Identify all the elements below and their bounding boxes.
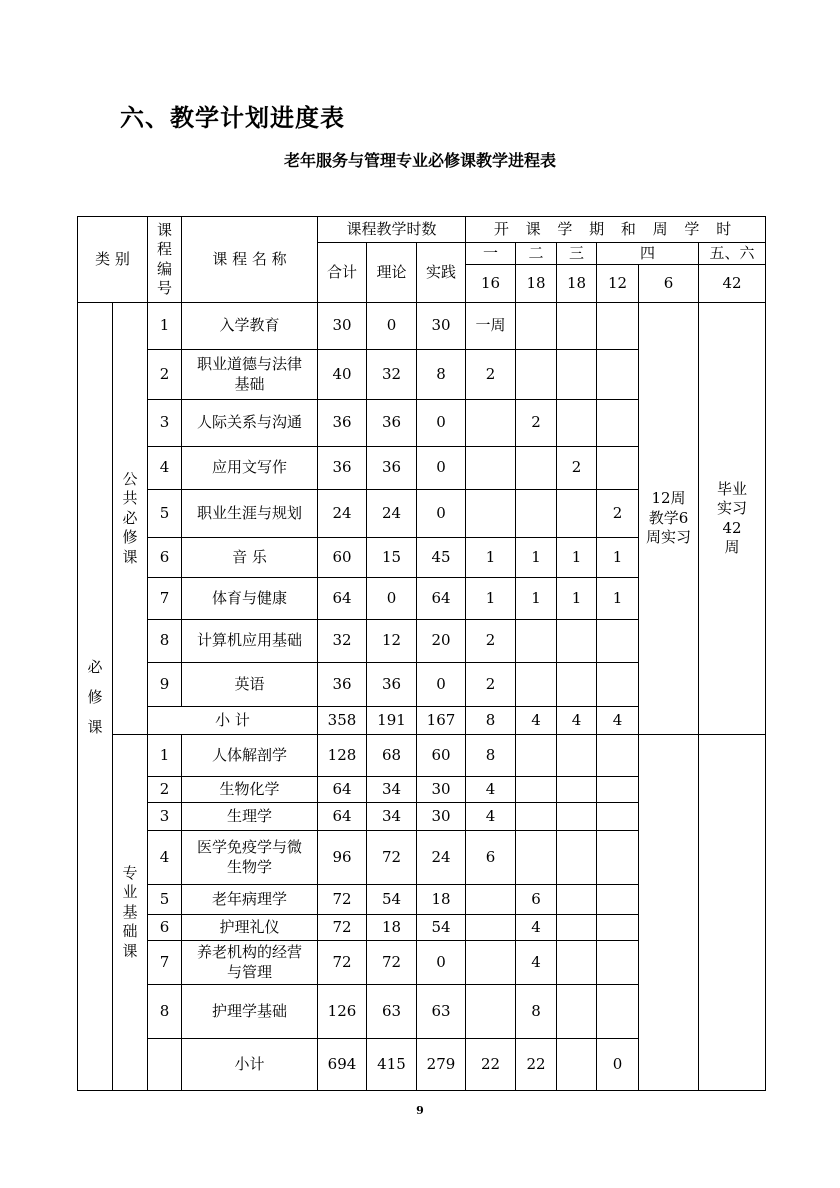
course-no: 2 — [148, 350, 182, 400]
sem2-hours: 22 — [516, 1039, 557, 1091]
sem4-hours: 2 — [597, 490, 639, 538]
course-no: 5 — [148, 490, 182, 538]
sem4-hours — [597, 803, 639, 831]
course-no: 9 — [148, 663, 182, 707]
subtotal-label: 小 计 — [148, 707, 318, 735]
sem1-hours — [466, 985, 516, 1039]
sem4-hours — [597, 985, 639, 1039]
hours-practice: 54 — [417, 915, 466, 941]
sem1-hours — [466, 400, 516, 447]
hours-theory: 54 — [367, 885, 417, 915]
sem1-hours: 2 — [466, 350, 516, 400]
sem2-hours — [516, 831, 557, 885]
sem1-hours: 22 — [466, 1039, 516, 1091]
sem2-hours — [516, 803, 557, 831]
schedule-table — [77, 216, 766, 1091]
course-no: 3 — [148, 803, 182, 831]
sem2-hours: 2 — [516, 400, 557, 447]
group-basic-label: 专 业 基 础 课 — [113, 735, 148, 1091]
sem3-hours — [557, 735, 597, 777]
sem4-hours — [597, 620, 639, 663]
sem3-hours — [557, 803, 597, 831]
sem4-hours: 1 — [597, 578, 639, 620]
group-public-label: 公 共 必 修 课 — [113, 303, 148, 735]
hours-total: 32 — [318, 620, 367, 663]
hours-total: 72 — [318, 915, 367, 941]
header-category: 类 别 — [78, 217, 148, 303]
course-name: 养老机构的经营 与管理 — [182, 941, 318, 985]
hours-total: 126 — [318, 985, 367, 1039]
sem1-hours — [466, 885, 516, 915]
course-name: 计算机应用基础 — [182, 620, 318, 663]
hours-total: 358 — [318, 707, 367, 735]
hours-practice: 30 — [417, 803, 466, 831]
category-main-cell: 必 修 课 — [78, 303, 113, 1091]
course-no: 3 — [148, 400, 182, 447]
header-sem3: 三 — [557, 243, 597, 265]
hours-theory: 15 — [367, 538, 417, 578]
sem4-hours — [597, 941, 639, 985]
sem3-hours — [557, 303, 597, 350]
header-weeks4a: 12 — [597, 265, 639, 303]
header-rows — [78, 217, 766, 303]
hours-total: 64 — [318, 777, 367, 803]
course-no: 8 — [148, 985, 182, 1039]
sem56-internship-note: 毕业 实习 42 周 — [699, 303, 766, 735]
hours-practice: 167 — [417, 707, 466, 735]
sem2-hours: 4 — [516, 707, 557, 735]
course-name: 入学教育 — [182, 303, 318, 350]
hours-total: 64 — [318, 578, 367, 620]
sem2-hours: 1 — [516, 538, 557, 578]
sem1-hours: 2 — [466, 620, 516, 663]
course-name: 护理礼仪 — [182, 915, 318, 941]
hours-theory: 18 — [367, 915, 417, 941]
hours-theory: 0 — [367, 303, 417, 350]
sem1-hours — [466, 447, 516, 490]
sem2-hours: 4 — [516, 915, 557, 941]
course-no: 8 — [148, 620, 182, 663]
sem4-hours — [597, 447, 639, 490]
sem3-hours: 4 — [557, 707, 597, 735]
header-practice: 实践 — [417, 243, 466, 303]
header-hours-group: 课程教学时数 — [318, 217, 466, 243]
hours-total: 40 — [318, 350, 367, 400]
hours-total: 60 — [318, 538, 367, 578]
hours-practice: 24 — [417, 831, 466, 885]
hours-practice: 8 — [417, 350, 466, 400]
hours-practice: 0 — [417, 941, 466, 985]
sem3-hours: 1 — [557, 578, 597, 620]
header-weeks1: 16 — [466, 265, 516, 303]
hours-practice: 18 — [417, 885, 466, 915]
course-name: 职业生涯与规划 — [182, 490, 318, 538]
header-weeks2: 18 — [516, 265, 557, 303]
sem1-hours — [466, 490, 516, 538]
hours-theory: 36 — [367, 447, 417, 490]
sem2-hours — [516, 447, 557, 490]
course-no: 5 — [148, 885, 182, 915]
hours-theory: 0 — [367, 578, 417, 620]
hours-total: 72 — [318, 941, 367, 985]
course-no: 7 — [148, 578, 182, 620]
subtotal-label: 小计 — [182, 1039, 318, 1091]
course-name: 老年病理学 — [182, 885, 318, 915]
sem3-hours — [557, 490, 597, 538]
hours-practice: 0 — [417, 447, 466, 490]
course-name: 人际关系与沟通 — [182, 400, 318, 447]
sem4-hours — [597, 663, 639, 707]
course-name: 职业道德与法律 基础 — [182, 350, 318, 400]
sem2-hours: 8 — [516, 985, 557, 1039]
course-no: 6 — [148, 915, 182, 941]
course-no: 4 — [148, 447, 182, 490]
sem1-hours: 4 — [466, 777, 516, 803]
hours-practice: 63 — [417, 985, 466, 1039]
page-number: 9 — [416, 1104, 424, 1117]
hours-practice: 60 — [417, 735, 466, 777]
course-name: 护理学基础 — [182, 985, 318, 1039]
header-sem56: 五、六 — [699, 243, 766, 265]
hours-total: 64 — [318, 803, 367, 831]
hours-theory: 24 — [367, 490, 417, 538]
hours-practice: 20 — [417, 620, 466, 663]
header-weeks3: 18 — [557, 265, 597, 303]
sem2-hours: 6 — [516, 885, 557, 915]
header-total: 合计 — [318, 243, 367, 303]
hours-practice: 0 — [417, 400, 466, 447]
header-sem2: 二 — [516, 243, 557, 265]
sem3-hours — [557, 885, 597, 915]
hours-theory: 72 — [367, 941, 417, 985]
hours-total: 30 — [318, 303, 367, 350]
hours-theory: 415 — [367, 1039, 417, 1091]
course-name: 人体解剖学 — [182, 735, 318, 777]
course-name: 医学免疫学与微 生物学 — [182, 831, 318, 885]
sem2-hours: 4 — [516, 941, 557, 985]
hours-total: 36 — [318, 447, 367, 490]
sem4-hours — [597, 303, 639, 350]
sem4-hours — [597, 885, 639, 915]
hours-theory: 68 — [367, 735, 417, 777]
header-weeks4b: 6 — [639, 265, 699, 303]
sem1-hours: 6 — [466, 831, 516, 885]
sem4-hours — [597, 777, 639, 803]
header-semester-group: 开 课 学 期 和 周 学 时 — [466, 217, 766, 243]
hours-theory: 63 — [367, 985, 417, 1039]
course-name: 生物化学 — [182, 777, 318, 803]
sem1-hours — [466, 941, 516, 985]
sem1-hours: 1 — [466, 578, 516, 620]
sem2-hours: 1 — [516, 578, 557, 620]
sem2-hours — [516, 350, 557, 400]
sem1-hours: 8 — [466, 707, 516, 735]
header-course-no: 课 程 编 号 — [148, 217, 182, 303]
sem1-hours: 一周 — [466, 303, 516, 350]
hours-total: 36 — [318, 663, 367, 707]
course-no: 1 — [148, 303, 182, 350]
sem1-hours: 2 — [466, 663, 516, 707]
sem3-hours — [557, 915, 597, 941]
sem4-hours — [597, 400, 639, 447]
hours-theory: 36 — [367, 663, 417, 707]
body-rows — [78, 303, 766, 1091]
sem3-hours — [557, 941, 597, 985]
sem4-hours: 0 — [597, 1039, 639, 1091]
hours-practice: 45 — [417, 538, 466, 578]
sem3-hours: 1 — [557, 538, 597, 578]
sem4-hours — [597, 735, 639, 777]
course-no: 6 — [148, 538, 182, 578]
hours-total: 36 — [318, 400, 367, 447]
section-heading: 六、教学计划进度表 — [120, 104, 345, 132]
hours-total: 96 — [318, 831, 367, 885]
sem4-hours: 4 — [597, 707, 639, 735]
sem2-hours — [516, 735, 557, 777]
sem4-practice-note: 12周 教学6 周实习 — [639, 303, 699, 735]
sem3-hours — [557, 831, 597, 885]
sem1-hours: 8 — [466, 735, 516, 777]
hours-theory: 34 — [367, 803, 417, 831]
header-sem4: 四 — [597, 243, 699, 265]
hours-theory: 12 — [367, 620, 417, 663]
hours-practice: 0 — [417, 490, 466, 538]
hours-total: 128 — [318, 735, 367, 777]
sem3-hours — [557, 1039, 597, 1091]
sem2-hours — [516, 663, 557, 707]
sem4-blank — [639, 735, 699, 1091]
course-name: 生理学 — [182, 803, 318, 831]
hours-practice: 30 — [417, 777, 466, 803]
sem4-hours: 1 — [597, 538, 639, 578]
course-no: 1 — [148, 735, 182, 777]
sem2-hours — [516, 303, 557, 350]
table-row — [78, 303, 766, 350]
hours-practice: 64 — [417, 578, 466, 620]
header-course-name: 课 程 名 称 — [182, 217, 318, 303]
course-no: 7 — [148, 941, 182, 985]
course-no: 4 — [148, 831, 182, 885]
hours-theory: 36 — [367, 400, 417, 447]
hours-practice: 0 — [417, 663, 466, 707]
sem3-hours — [557, 620, 597, 663]
hours-total: 694 — [318, 1039, 367, 1091]
sem1-hours — [466, 915, 516, 941]
sem1-hours: 4 — [466, 803, 516, 831]
sem56-blank — [699, 735, 766, 1091]
header-sem1: 一 — [466, 243, 516, 265]
course-name: 应用文写作 — [182, 447, 318, 490]
hours-practice: 279 — [417, 1039, 466, 1091]
sem3-hours — [557, 663, 597, 707]
hours-theory: 72 — [367, 831, 417, 885]
course-no: 2 — [148, 777, 182, 803]
course-name: 体育与健康 — [182, 578, 318, 620]
sem2-hours — [516, 777, 557, 803]
course-no — [148, 1039, 182, 1091]
header-theory: 理论 — [367, 243, 417, 303]
hours-total: 24 — [318, 490, 367, 538]
hours-total: 72 — [318, 885, 367, 915]
sem4-hours — [597, 831, 639, 885]
table-row — [78, 735, 766, 777]
hours-theory: 32 — [367, 350, 417, 400]
hours-theory: 34 — [367, 777, 417, 803]
sem3-hours: 2 — [557, 447, 597, 490]
sem3-hours — [557, 985, 597, 1039]
sem2-hours — [516, 620, 557, 663]
sem3-hours — [557, 350, 597, 400]
course-name: 音 乐 — [182, 538, 318, 578]
sem4-hours — [597, 350, 639, 400]
sem3-hours — [557, 400, 597, 447]
hours-theory: 191 — [367, 707, 417, 735]
header-weeks56: 42 — [699, 265, 766, 303]
sem3-hours — [557, 777, 597, 803]
sem2-hours — [516, 490, 557, 538]
sem4-hours — [597, 915, 639, 941]
sem1-hours: 1 — [466, 538, 516, 578]
table-title: 老年服务与管理专业必修课教学进程表 — [283, 151, 556, 170]
course-name: 英语 — [182, 663, 318, 707]
hours-practice: 30 — [417, 303, 466, 350]
